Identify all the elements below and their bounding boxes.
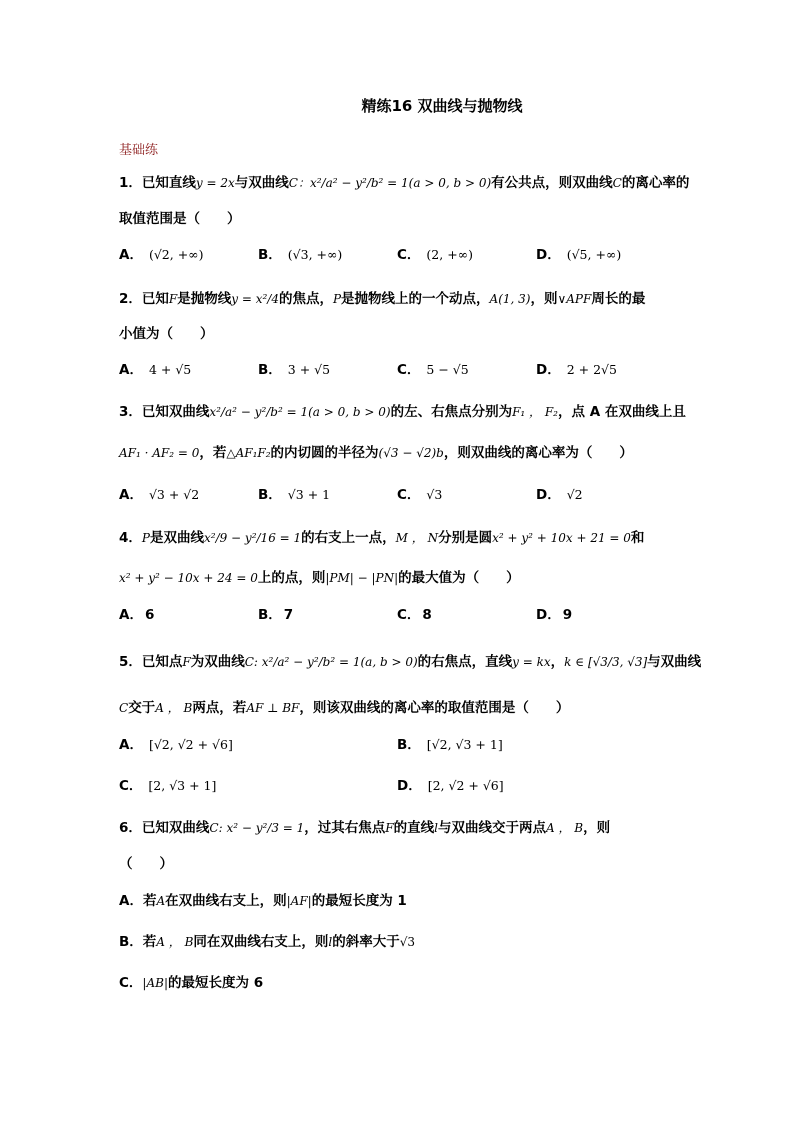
q2-math: y = x²/4 — [231, 292, 279, 306]
q1-option-a[interactable] — [119, 243, 203, 263]
q6-text: ，则 — [583, 820, 611, 836]
q3-text: ，若 — [199, 445, 227, 461]
option-value: 2 + 2√5 — [566, 362, 617, 377]
q1-math: C — [612, 176, 622, 190]
q6-option-c[interactable] — [119, 971, 263, 991]
q2-text: 是抛物线 — [177, 291, 232, 307]
option-label: A． — [119, 247, 143, 263]
q6-math: A — [156, 894, 166, 908]
option-label: B． — [258, 607, 282, 623]
option-label: D． — [536, 247, 561, 263]
q5-text: 与双曲线 — [647, 654, 702, 670]
q6-option-a[interactable] — [119, 889, 407, 909]
q4-text: 4． — [119, 530, 142, 546]
q5-option-b[interactable] — [397, 733, 503, 753]
q5-option-d[interactable] — [397, 774, 504, 794]
q4-text: 分别是圆 — [438, 530, 493, 546]
q6-math: F — [385, 821, 394, 835]
option-label: A． — [119, 607, 143, 623]
option-value: 5 − √5 — [426, 362, 469, 377]
option-label: B． — [397, 737, 421, 753]
q6-text: B．若 — [119, 934, 157, 950]
q2-text: 是抛物线上的一个动点， — [341, 291, 490, 307]
q4-text: 上的点，则 — [257, 570, 326, 586]
q5-text: 两点，若 — [192, 700, 247, 716]
q5-math: k ∈ [√3/3, √3] — [564, 655, 648, 669]
q2-math: P — [332, 292, 342, 306]
q2-text: 2．已知 — [119, 291, 169, 307]
q5-math: C — [119, 701, 129, 715]
q5-text: 为双曲线 — [190, 654, 245, 670]
q1-stem-line1 — [119, 171, 689, 191]
option-value: 7 — [283, 607, 294, 623]
q6-text: 同在双曲线右支上，则 — [193, 934, 329, 950]
q1-option-c[interactable] — [397, 243, 473, 263]
q3-math: AF₁ · AF₂ = 0 — [119, 446, 200, 460]
q2-option-a[interactable] — [119, 358, 191, 378]
q3-option-c[interactable] — [397, 483, 442, 503]
q3-stem-line2 — [119, 441, 633, 461]
option-value: √3 + 1 — [287, 487, 331, 502]
q6-math: l — [434, 821, 438, 835]
q5-math: A ， B — [155, 701, 193, 715]
q4-math: x²/9 − y²/16 = 1 — [203, 531, 302, 545]
q5-math: F — [182, 655, 191, 669]
q3-option-a[interactable] — [119, 483, 199, 503]
q6-text: ，过其右焦点 — [304, 820, 386, 836]
q6-math: √3 — [399, 935, 416, 949]
option-value: (√3, +∞) — [287, 247, 343, 262]
option-value: 9 — [562, 607, 573, 623]
q4-text: 是双曲线 — [149, 530, 204, 546]
q6-stem-line1 — [119, 816, 610, 836]
q6-text: C． — [119, 975, 143, 991]
q3-math: △AF₁F₂ — [226, 446, 271, 460]
option-value: (√5, +∞) — [566, 247, 622, 262]
q4-math: P — [141, 531, 150, 545]
q3-text: ，则双曲线的离心率为（ ） — [443, 445, 633, 461]
q4-text: 的最大值为（ ） — [398, 570, 520, 586]
option-value: (2, +∞) — [426, 247, 473, 262]
option-value: 3 + √5 — [287, 362, 331, 377]
q4-option-c[interactable] — [397, 603, 432, 623]
q2-stem-line1 — [119, 287, 645, 307]
q1-math: y = 2x — [195, 176, 235, 190]
q6-text: 与双曲线交于两点 — [437, 820, 546, 836]
q2-math: ∨APF — [557, 292, 592, 306]
option-value: 8 — [422, 607, 432, 623]
q1-text: 的离心率的 — [621, 175, 690, 191]
q4-option-b[interactable] — [258, 603, 293, 623]
q6-text: 的最短长度为 6 — [168, 975, 264, 991]
q4-math: x² + y² + 10x + 21 = 0 — [492, 531, 631, 545]
q4-text: 和 — [630, 530, 645, 546]
q4-math: M ， N — [395, 531, 439, 545]
q3-text: 的左、右焦点分别为 — [390, 404, 513, 420]
q5-text: ， — [550, 654, 565, 670]
option-label: C． — [119, 778, 143, 794]
q5-math: y = kx — [512, 655, 551, 669]
q3-text: ，点 A 在双曲线上且 — [558, 404, 686, 420]
q5-text: 5．已知点 — [119, 654, 183, 670]
q6-math: |AF| — [286, 894, 312, 908]
q5-text: 交于 — [128, 700, 156, 716]
option-label: C． — [397, 362, 421, 378]
q6-text: 6．已知双曲线 — [119, 820, 210, 836]
q2-option-b[interactable] — [258, 358, 330, 378]
q6-math: A ， B — [156, 935, 194, 949]
q5-math: C: x²/a² − y²/b² = 1(a, b > 0) — [244, 655, 418, 669]
q6-math: l — [328, 935, 333, 949]
option-value: √3 + √2 — [148, 487, 200, 502]
option-label: D． — [397, 778, 422, 794]
q6-text: 的斜率大于 — [332, 934, 400, 950]
q6-math: A ， B — [545, 821, 584, 835]
option-value: 4 + √5 — [148, 362, 192, 377]
q3-math: F₁ ， F₂ — [512, 405, 558, 419]
q6-stem-line2: （ ） — [119, 856, 173, 872]
option-label: A． — [119, 487, 143, 503]
q3-text: 3．已知双曲线 — [119, 404, 210, 420]
option-label: D． — [536, 487, 561, 503]
option-value: 6 — [144, 607, 155, 623]
q4-math: x² + y² − 10x + 24 = 0 — [119, 571, 258, 585]
q1-option-d[interactable] — [536, 243, 621, 263]
option-label: C． — [397, 247, 421, 263]
q5-stem-line1 — [119, 650, 701, 670]
option-label: B． — [258, 247, 282, 263]
option-label: C． — [397, 487, 421, 503]
q2-option-d[interactable] — [536, 358, 617, 378]
option-value: √3 — [426, 487, 443, 502]
q4-option-a[interactable] — [119, 603, 154, 623]
q5-option-a[interactable] — [119, 733, 233, 753]
option-label: C． — [397, 607, 421, 623]
q6-text: 的直线 — [393, 820, 435, 836]
q6-math: C: x² − y²/3 = 1 — [209, 821, 305, 835]
option-label: D． — [536, 607, 561, 623]
option-label: A． — [119, 737, 143, 753]
q3-math: x²/a² − y²/b² = 1(a > 0, b > 0) — [209, 405, 391, 419]
q2-text: 周长的最 — [591, 291, 646, 307]
q5-text: ，则该双曲线的离心率的取值范围是（ ） — [299, 700, 570, 716]
option-value: √2 — [566, 487, 583, 502]
q5-stem-line2 — [119, 696, 569, 716]
option-label: A． — [119, 362, 143, 378]
q1-text: 有公共点，则双曲线 — [491, 175, 613, 191]
q5-option-c[interactable] — [119, 774, 216, 794]
q4-text: 的右支上一点， — [301, 530, 396, 546]
q6-text: 的最短长度为 1 — [311, 893, 407, 909]
page-title: 精练16 双曲线与抛物线 — [361, 97, 523, 115]
q2-stem-line2: 小值为（ ） — [119, 326, 214, 342]
option-value: (√2, +∞) — [148, 247, 204, 262]
q3-stem-line1 — [119, 400, 686, 420]
q3-math: (√3 − √2)b — [378, 446, 444, 460]
section-heading: 基础练 — [119, 143, 159, 158]
q1-option-b[interactable] — [258, 243, 342, 263]
q4-option-d[interactable] — [536, 603, 572, 623]
q2-text: ，则 — [530, 291, 558, 307]
option-value: [√2, √2 + √6] — [148, 737, 233, 752]
q4-stem-line2 — [119, 566, 520, 586]
q5-math: AF ⊥ BF — [246, 701, 300, 715]
option-value: [2, √2 + √6] — [427, 778, 504, 793]
q5-text: 的右焦点，直线 — [417, 654, 513, 670]
option-label: B． — [258, 487, 282, 503]
q6-text: A．若 — [119, 893, 157, 909]
q4-stem-line1 — [119, 526, 644, 546]
q3-option-d[interactable] — [536, 483, 583, 503]
option-label: D． — [536, 362, 561, 378]
q1-text: 与双曲线 — [234, 175, 289, 191]
q4-math: |PM| − |PN| — [325, 571, 399, 585]
q2-math: A(1, 3) — [489, 292, 531, 306]
q6-text: 在双曲线右支上，则 — [165, 893, 287, 909]
q3-option-b[interactable] — [258, 483, 330, 503]
q1-math: C：x²/a² − y²/b² = 1(a > 0, b > 0) — [288, 176, 492, 190]
q6-option-b[interactable] — [119, 930, 415, 950]
q3-text: 的内切圆的半径为 — [270, 445, 379, 461]
option-value: [√2, √3 + 1] — [426, 737, 503, 752]
q1-stem-line2: 取值范围是（ ） — [119, 211, 241, 227]
q2-math: F — [168, 292, 178, 306]
q6-math: |AB| — [142, 976, 168, 990]
option-value: [2, √3 + 1] — [148, 778, 217, 793]
q2-option-c[interactable] — [397, 358, 469, 378]
q1-text: 1．已知直线 — [119, 175, 196, 191]
option-label: B． — [258, 362, 282, 378]
q2-text: 的焦点， — [278, 291, 333, 307]
